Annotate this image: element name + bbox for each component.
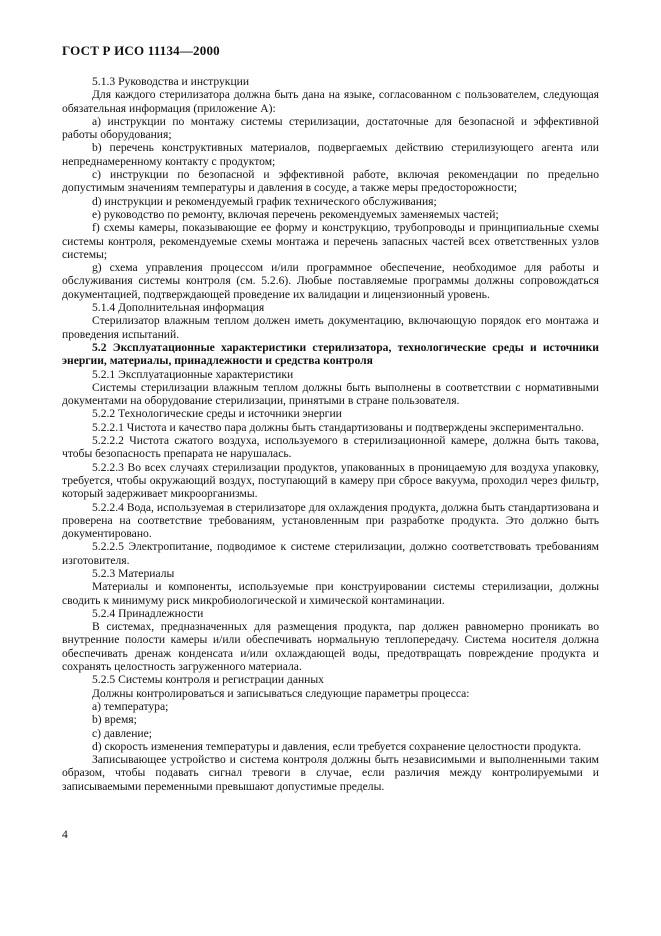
section-heading: 5.2.4 Принадлежности xyxy=(92,606,204,620)
document-header: ГОСТ Р ИСО 11134—2000 xyxy=(62,43,220,58)
list-item: c) давление; xyxy=(92,726,152,740)
section-heading: 5.2.3 Материалы xyxy=(92,566,175,580)
list-item: b) перечень конструктивных материалов, подвергаемых действию стерилизующего агента или непреднамеренному контакту с продуктом; xyxy=(62,141,599,168)
paragraph: 5.2.2.3 Во всех случаях стерилизации продуктов, упакованных в проницаемую для воздуха упаковку, требуется, чтобы окружающий воздух, поступающий в камеру при сбросе вакуума, проходил через фильтр, который задерживает микроорганизмы. xyxy=(62,460,599,501)
paragraph: Стерилизатор влажным теплом должен иметь документацию, включающую порядок его монтажа и проведения испытаний. xyxy=(62,314,599,341)
section-heading: 5.2.2 Технологические среды и источники энергии xyxy=(92,407,342,421)
list-item: c) инструкции по безопасной и эффективной работе, включая рекомендации по предельно допустимым значениям температуры и давления в сосуде, а также меры предосторожности; xyxy=(62,168,599,195)
document-body xyxy=(62,75,599,793)
paragraph: 5.2.2.5 Электропитание, подводимое к системе стерилизации, должно соответствовать требованиям изготовителя. xyxy=(62,540,599,567)
section-heading-bold: 5.2 Эксплуатационные характеристики стерилизатора, технологические среды и источники энергии, материалы, принадлежности и средства контроля xyxy=(62,340,599,368)
page-number: 4 xyxy=(62,828,68,841)
paragraph: Системы стерилизации влажным теплом должны быть выполнены в соответствии с нормативными документами на оборудование стерилизации, принятыми в стране пользователя. xyxy=(62,380,599,408)
paragraph: Записывающее устройство и система контроля должны быть независимыми и выполненными таким образом, чтобы подавать сигнал тревоги в случае, если различия между контролируемыми и записываемыми переменными превышают допустимые пределы. xyxy=(62,753,599,793)
list-item: b) время; xyxy=(92,713,137,727)
list-item: d) скорость изменения температуры и давления, если требуется сохранение целостности продукта. xyxy=(92,739,582,753)
list-item: f) схемы камеры, показывающие ее форму и конструкцию, трубопроводы и принципиальные схемы системы контроля, рекомендуемые схемы монтажа и перечень запасных частей всех ответственных узлов системы; xyxy=(62,221,599,261)
list-item: a) температура; xyxy=(92,699,169,713)
section-heading: 5.1.3 Руководства и инструкции xyxy=(92,75,250,88)
paragraph: Для каждого стерилизатора должна быть дана на языке, согласованном с пользователем, следующая обязательная информация (приложение А): xyxy=(62,88,599,115)
list-item: a) инструкции по монтажу системы стерилизации, достаточные для безопасной и эффективной работы оборудования; xyxy=(62,114,599,142)
section-heading: 5.1.4 Дополнительная информация xyxy=(92,301,265,315)
paragraph: 5.2.2.4 Вода, используемая в стерилизаторе для охлаждения продукта, должна быть стандартизована и проверена на соответствие требованиям, установленным при разработке продукта. Это должно быть документировано. xyxy=(62,500,599,541)
list-item: e) руководство по ремонту, включая перечень рекомендуемых заменяемых частей; xyxy=(92,207,499,221)
paragraph: Материалы и компоненты, используемые при конструировании системы стерилизации, должны сводить к минимуму риск микробиологической и химической контаминации. xyxy=(62,580,599,607)
list-item: d) инструкции и рекомендуемый график технического обслуживания; xyxy=(92,194,437,208)
list-item: g) схема управления процессом и/или программное обеспечение, необходимое для работы и обслуживания системы контроля (см. 5.2.6). Любые поставляемые программы должны сопровождаться документацией, подтверждающей проведение их валидации и лицензионный уровень. xyxy=(62,261,599,301)
paragraph: 5.2.2.1 Чистота и качество пара должны быть стандартизованы и подтверждены экспериментально. xyxy=(92,420,584,434)
section-heading: 5.2.1 Эксплуатационные характеристики xyxy=(92,367,294,381)
paragraph: В системах, предназначенных для размещения продукта, пар должен равномерно проникать во внутренние полости камеры и/или обеспечивать нормальную теплопередачу. Система носителя должна обеспечивать дренаж конденсата и/или охлаждающей воды, предотвращать повреждение продукта и сохранять целостность загруженного материала. xyxy=(62,620,599,674)
paragraph: Должны контролироваться и записываться следующие параметры процесса: xyxy=(92,686,470,700)
paragraph: 5.2.2.2 Чистота сжатого воздуха, используемого в стерилизационной камере, должна быть такова, чтобы безопасность препарата не нарушалась. xyxy=(62,434,599,461)
section-heading: 5.2.5 Системы контроля и регистрации данных xyxy=(92,673,324,687)
